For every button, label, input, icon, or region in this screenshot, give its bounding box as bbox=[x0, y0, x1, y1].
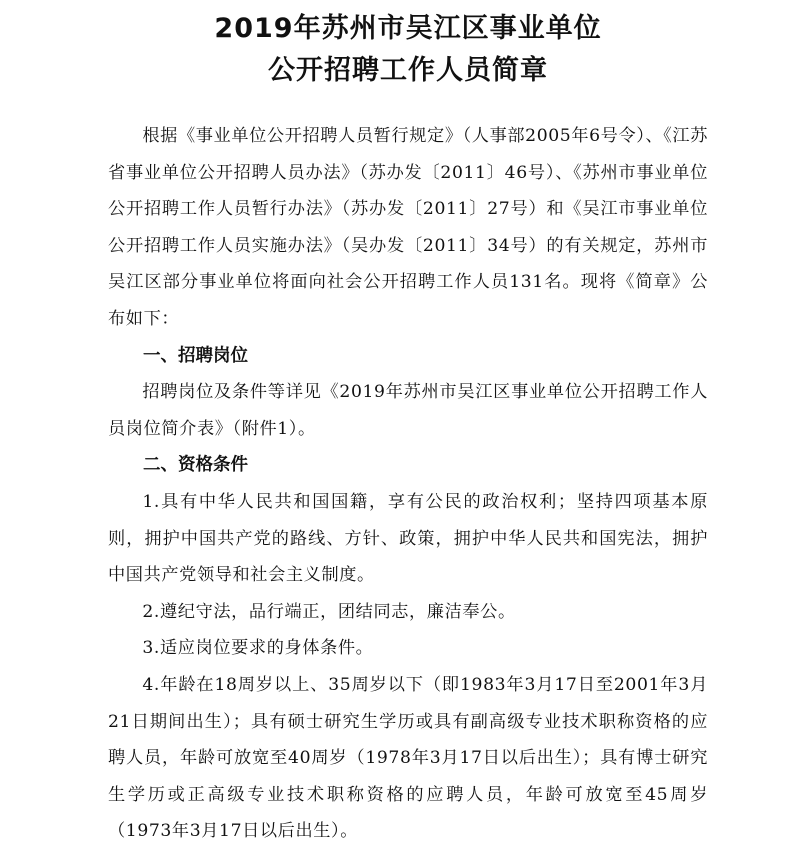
document-title-line-1: 2019年苏州市吴江区事业单位 bbox=[214, 13, 602, 44]
qualification-item-3: 3.适应岗位要求的身体条件。 bbox=[142, 638, 374, 659]
intro-paragraph: 根据《事业单位公开招聘人员暂行规定》（人事部2005年6号令）、《江苏省事业单位公开招聘人员办法》（苏办发〔2011〕46号）、《苏州市事业单位公开招聘工作人员暂行办法》（苏办发〔2011〕27号）和《吴江市事业单位公开招聘工作人员实施办法》（吴办发〔2011〕34号）的有关规定，苏州市吴江区部分事业单位将面向社会公开招聘工作人员131名。现将《简章》公布如下： bbox=[108, 126, 708, 329]
qualification-item-1: 1.具有中华人民共和国国籍，享有公民的政治权利；坚持四项基本原则，拥护中国共产党的路线、方针、政策，拥护中华人民共和国宪法，拥护中国共产党领导和社会主义制度。 bbox=[108, 491, 708, 586]
qualification-item-2: 2.遵纪守法，品行端正，团结同志，廉洁奉公。 bbox=[142, 601, 516, 622]
qualification-item-4: 4.年龄在18周岁以上、35周岁以下（即1983年3月17日至2001年3月21日期间出生）；具有硕士研究生学历或具有副高级专业技术职称资格的应聘人员，年龄可放宽至40周岁（1978年3月17日以后出生）；具有博士研究生学历或正高级专业技术职称资格的应聘人员，年龄可放宽至45周岁（1973年3月17日以后出生）。 bbox=[108, 674, 708, 842]
section-heading-recruitment-positions: 一、招聘岗位 bbox=[143, 345, 248, 366]
document-title-line-2: 公开招聘工作人员简章 bbox=[268, 55, 548, 86]
recruitment-positions-paragraph: 招聘岗位及条件等详见《2019年苏州市吴江区事业单位公开招聘工作人员岗位简介表》（附件1）。 bbox=[108, 382, 708, 439]
section-heading-qualifications: 二、资格条件 bbox=[143, 455, 248, 476]
